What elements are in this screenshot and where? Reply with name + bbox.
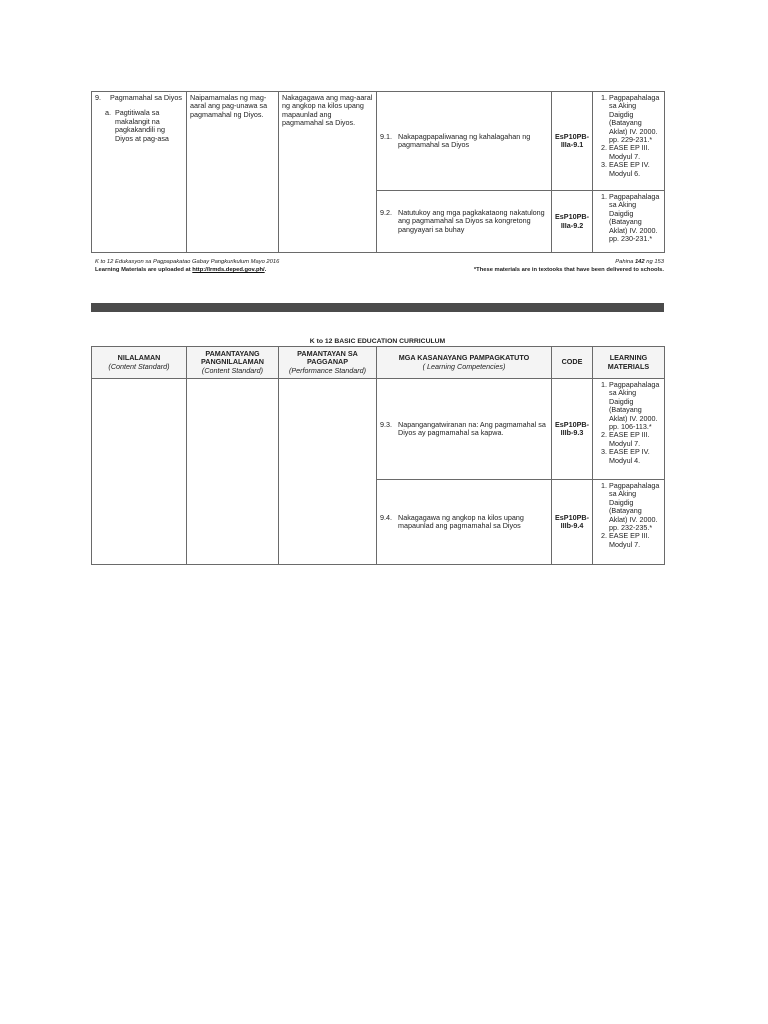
page-divider	[91, 303, 664, 312]
performance-standard-cell: Nakagagawa ang mag-aaral ng angkop na kilos upang mapaunlad ang pagmamahal sa Diyos.	[279, 92, 377, 253]
content-subtopic: a. Pagtitiwala sa makalangit na pagkakandili ng Diyos at pag-asa	[105, 108, 169, 143]
code-cell: EsP10PB-IIIa-9.2	[552, 191, 593, 253]
footer-note: *These materials are in textooks that have been delivered to schools.	[473, 267, 664, 273]
curriculum-title: K to 12 BASIC EDUCATION CURRICULUM	[309, 338, 446, 345]
header-pamantayan-sa-pagganap: PAMANTAYAN SA PAGGANAP (Performance Standard)	[279, 347, 377, 379]
content-cell	[92, 379, 187, 565]
page-number: Pahina 142 ng 153	[615, 259, 664, 265]
page-footer-left	[95, 258, 279, 274]
code-cell: EsP10PB-IIIb-9.4	[552, 480, 593, 565]
code-cell: EsP10PB-IIIa-9.1	[552, 92, 593, 191]
competency-cell: 9.4. Nakagagawa ng angkop na kilos upang mapaunlad ang pagmamahal sa Diyos	[377, 480, 552, 565]
competency-cell: 9.3. Napangangatwiranan na: Ang pagmamahal sa Diyos ay pagmamahal sa kapwa.	[377, 379, 552, 480]
learning-materials-cell: 1. Pagpapahalaga sa Aking Daigdig (Batayang Aklat) IV. 2000. pp. 230-231.*	[593, 191, 665, 253]
header-code: CODE	[552, 347, 593, 379]
competency-cell: 9.1. Nakapagpapaliwanag ng kahalagahan ng pagmamahal sa Diyos	[377, 92, 552, 191]
curriculum-table-bottom	[91, 346, 665, 565]
content-title: 9. Pagmamahal sa Diyos	[95, 93, 182, 102]
content-standard-cell: Naipamamalas ng mag-aaral ang pag-unawa sa pagmamahal ng Diyos.	[187, 92, 279, 253]
learning-materials-cell: 1. Pagpapahalaga sa Aking Daigdig (Batayang Aklat) IV. 2000. pp. 232-235.* 2. EASE EP III. Modyul 7.	[593, 480, 665, 565]
learning-materials-cell: 1. Pagpapahalaga sa Aking Daigdig (Batayang Aklat) IV. 2000. pp. 106-113.* 2. EASE EP III. Modyul 7. 3. EASE EP IV. Modyul 4.	[593, 379, 665, 480]
learning-materials-cell: 1. Pagpapahalaga sa Aking Daigdig (Batayang Aklat) IV. 2000. pp. 229-231.* 2. EASE EP III. Modyul 7. 3. EASE EP IV. Modyul 6.	[593, 92, 665, 191]
footer-materials-line: Learning Materials are uploaded at http://lrmds.deped.gov.ph/.	[95, 267, 267, 273]
header-pamantayang-pangnilalaman: PAMANTAYANG PANGNILALAMAN (Content Standard)	[187, 347, 279, 379]
footer-document-title: K to 12 Edukasyon sa Pagpapakatao Gabay Pangkurikulum Mayo 2016	[95, 259, 280, 265]
content-standard-cell	[187, 379, 279, 565]
lrmds-link[interactable]: http://lrmds.deped.gov.ph/	[192, 267, 265, 273]
page-footer-right	[474, 258, 664, 274]
competency-cell: 9.2. Natutukoy ang mga pagkakataong nakatulong ang pagmamahal sa Diyos sa kongretong pangyayari sa buhay	[377, 191, 552, 253]
content-cell	[92, 92, 187, 253]
performance-standard-cell	[279, 379, 377, 565]
header-nilalaman: NILALAMAN (Content Standard)	[92, 347, 187, 379]
code-cell: EsP10PB-IIIb-9.3	[552, 379, 593, 480]
header-learning-materials: LEARNING MATERIALS	[593, 347, 665, 379]
header-kasanayang-pampagkatuto: MGA KASANAYANG PAMPAGKATUTO ( Learning Competencies)	[377, 347, 552, 379]
curriculum-table-top	[91, 91, 665, 253]
